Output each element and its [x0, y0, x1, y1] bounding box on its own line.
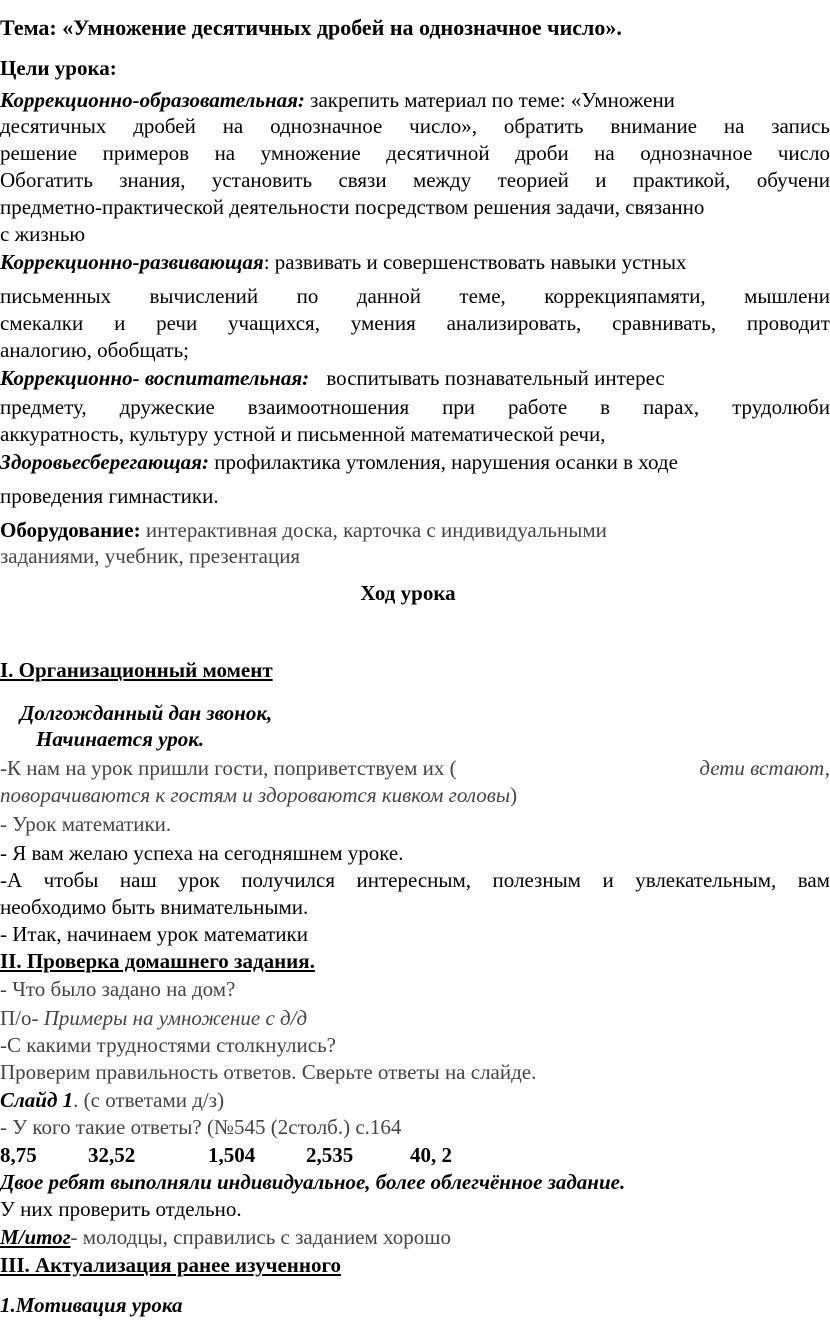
answer-value: 2,535: [306, 1143, 354, 1167]
word: при: [442, 395, 476, 419]
word: примеров: [102, 141, 190, 165]
word: десятичной: [386, 141, 490, 165]
paragraph-line: аккуратность, культуру устной и письменной математической речи,: [0, 422, 606, 446]
paragraph-line: - Итак, начинаем урок математики: [0, 922, 308, 946]
section-2-heading: II. Проверка домашнего задания.: [0, 949, 315, 973]
goal-text: профилактика утомления, нарушения осанки в ходе: [214, 450, 678, 474]
word: проводит: [746, 311, 830, 335]
word: дробей: [133, 114, 196, 138]
word: число: [777, 141, 830, 165]
paragraph-line: [0, 310, 830, 336]
word: предмету,: [0, 395, 87, 419]
summary-label: М/итог: [0, 1225, 71, 1249]
goal-correctional-educational: [0, 87, 675, 113]
answer-value: 1,504: [208, 1143, 256, 1167]
paragraph-line: -С какими трудностями столкнулись?: [0, 1033, 336, 1057]
paragraph-line: [0, 1087, 224, 1113]
paragraph-line: с жизнью: [0, 222, 86, 246]
paragraph-line: [0, 755, 830, 781]
goal-correctional-upbringing: [0, 365, 665, 391]
paragraph-line: У них проверить отдельно.: [0, 1197, 242, 1221]
paragraph-line: [0, 1224, 451, 1250]
word: связи: [338, 168, 387, 192]
poem-line: Начинается урок.: [36, 727, 205, 751]
goal-text: : развивать и совершенствовать навыки устных: [263, 250, 687, 274]
word: на: [594, 141, 615, 165]
word: решение: [0, 141, 78, 165]
word: чтобы: [43, 868, 99, 892]
word: увлекательным,: [635, 868, 777, 892]
paragraph-line: - Я вам желаю успеха на сегодняшнем уроке.: [0, 841, 404, 865]
word: коррекцияпамяти,: [544, 284, 706, 308]
paragraph-line: - Что было задано на дом?: [0, 977, 236, 1001]
word: -А: [0, 868, 23, 892]
word: работе: [507, 395, 568, 419]
goal-health-saving: [0, 449, 678, 475]
answer-value: 32,52: [88, 1143, 136, 1167]
word: интересным,: [356, 868, 472, 892]
word: трудолюби: [732, 395, 830, 419]
poem-line: Долгожданный дан звонок,: [20, 701, 273, 725]
word: практикой,: [632, 168, 731, 192]
word: десятичных: [0, 114, 107, 138]
word: дружеские: [119, 395, 215, 419]
word: смекалки: [0, 311, 84, 335]
word: вам: [797, 868, 830, 892]
answer-value: 40, 2: [410, 1143, 452, 1167]
word: и: [114, 311, 126, 335]
word: на: [723, 114, 745, 138]
goals-heading: Цели урока:: [0, 56, 117, 80]
word: теме,: [459, 284, 506, 308]
paragraph-line: [0, 283, 830, 309]
goal-label: Здоровьесберегающая:: [0, 450, 209, 474]
text-italic: поворачиваются к гостям и здороваются кивком головы: [0, 783, 511, 807]
text-italic: дети встают,: [699, 756, 830, 780]
word: обучени: [756, 168, 830, 192]
equipment-label: Оборудование:: [0, 518, 141, 542]
word: анализировать,: [446, 311, 582, 335]
text: ): [510, 783, 518, 807]
paragraph-line: [0, 167, 830, 193]
word: на: [214, 141, 236, 165]
page-title: Тема: «Умножение десятичных дробей на однозначное число».: [0, 15, 622, 40]
paragraph-line: необходимо быть внимательными.: [0, 895, 309, 919]
paragraph-line: [0, 1005, 307, 1031]
word: однозначное: [270, 114, 383, 138]
word: установить: [211, 168, 313, 192]
section-3-heading: III. Актуализация ранее изученного: [0, 1253, 342, 1277]
word: учащихся,: [228, 311, 320, 335]
word: вычислений: [149, 284, 259, 308]
goal-label: Коррекционно-образовательная:: [0, 88, 305, 112]
word: урок: [178, 868, 220, 892]
paragraph-line: проведения гимнастики.: [0, 484, 219, 508]
word: теорией: [497, 168, 569, 192]
paragraph-line: - Урок математики.: [0, 812, 172, 836]
word: между: [412, 168, 472, 192]
paragraph-line: аналогию, обобщать;: [0, 338, 189, 362]
word: Обогатить: [0, 168, 93, 192]
word: речи: [156, 311, 198, 335]
word: по: [296, 284, 319, 308]
word: умножение: [260, 141, 361, 165]
word: число»,: [409, 114, 478, 138]
word: парах,: [643, 395, 700, 419]
section-1-heading: I. Организационный момент: [0, 658, 273, 682]
paragraph-line: [0, 867, 830, 893]
goal-label: Коррекционно-развивающая: [0, 250, 264, 274]
text: П/о-: [0, 1006, 39, 1030]
word: наш: [119, 868, 157, 892]
goal-text: воспитывать познавательный интерес: [326, 366, 665, 390]
answer-value: 8,75: [0, 1143, 37, 1167]
goal-text: закрепить материал по теме: «Умножени: [310, 88, 675, 112]
equipment-text-2: заданиями, учебник, презентация: [0, 544, 301, 568]
word: на: [222, 114, 244, 138]
goal-correctional-developmental: [0, 249, 686, 275]
paragraph-line: предметно-практической деятельности посредством решения задачи, связанно: [0, 195, 705, 219]
word: данной: [356, 284, 421, 308]
word: мышлени: [744, 284, 830, 308]
word: взаимоотношения: [247, 395, 410, 419]
text: -К нам на урок пришли гости, поприветствуем их (: [0, 756, 457, 780]
word: в: [600, 395, 611, 419]
word: однозначное: [640, 141, 753, 165]
text-italic: Примеры на умножение с д/д: [38, 1006, 308, 1030]
paragraph-line: Двое ребят выполняли индивидуальное, более облегчённое задание.: [0, 1170, 626, 1194]
text: - молодцы, справились с заданием хорошо: [70, 1225, 451, 1249]
word: умения: [350, 311, 416, 335]
word: и: [602, 868, 614, 892]
word: получился: [241, 868, 336, 892]
word: знания,: [119, 168, 186, 192]
word: дроби: [515, 141, 569, 165]
word: сравнивать,: [612, 311, 717, 335]
word: запись: [771, 114, 830, 138]
paragraph-line: [0, 140, 830, 166]
paragraph-line: [0, 113, 830, 139]
paragraph-line: Проверим правильность ответов. Сверьте ответы на слайде.: [0, 1060, 537, 1084]
paragraph-line: - У кого такие ответы? (№545 (2столб.) с.164: [0, 1115, 402, 1139]
paragraph-line: [0, 394, 830, 420]
word: и: [595, 168, 607, 192]
goal-label: Коррекционно- воспитательная:: [0, 366, 310, 390]
equipment-text: интерактивная доска, карточка с индивидуальными: [145, 518, 607, 542]
word: полезным: [492, 868, 581, 892]
lesson-heading: Ход урока: [360, 581, 456, 605]
subsection-heading: 1.Мотивация урока: [0, 1293, 183, 1317]
slide-label: Слайд 1: [0, 1088, 74, 1112]
paragraph-line: [0, 782, 517, 808]
text: . (с ответами д/з): [73, 1088, 225, 1112]
word: внимание: [610, 114, 697, 138]
word: обратить: [503, 114, 584, 138]
word: письменных: [0, 284, 112, 308]
equipment-line: [0, 517, 607, 543]
